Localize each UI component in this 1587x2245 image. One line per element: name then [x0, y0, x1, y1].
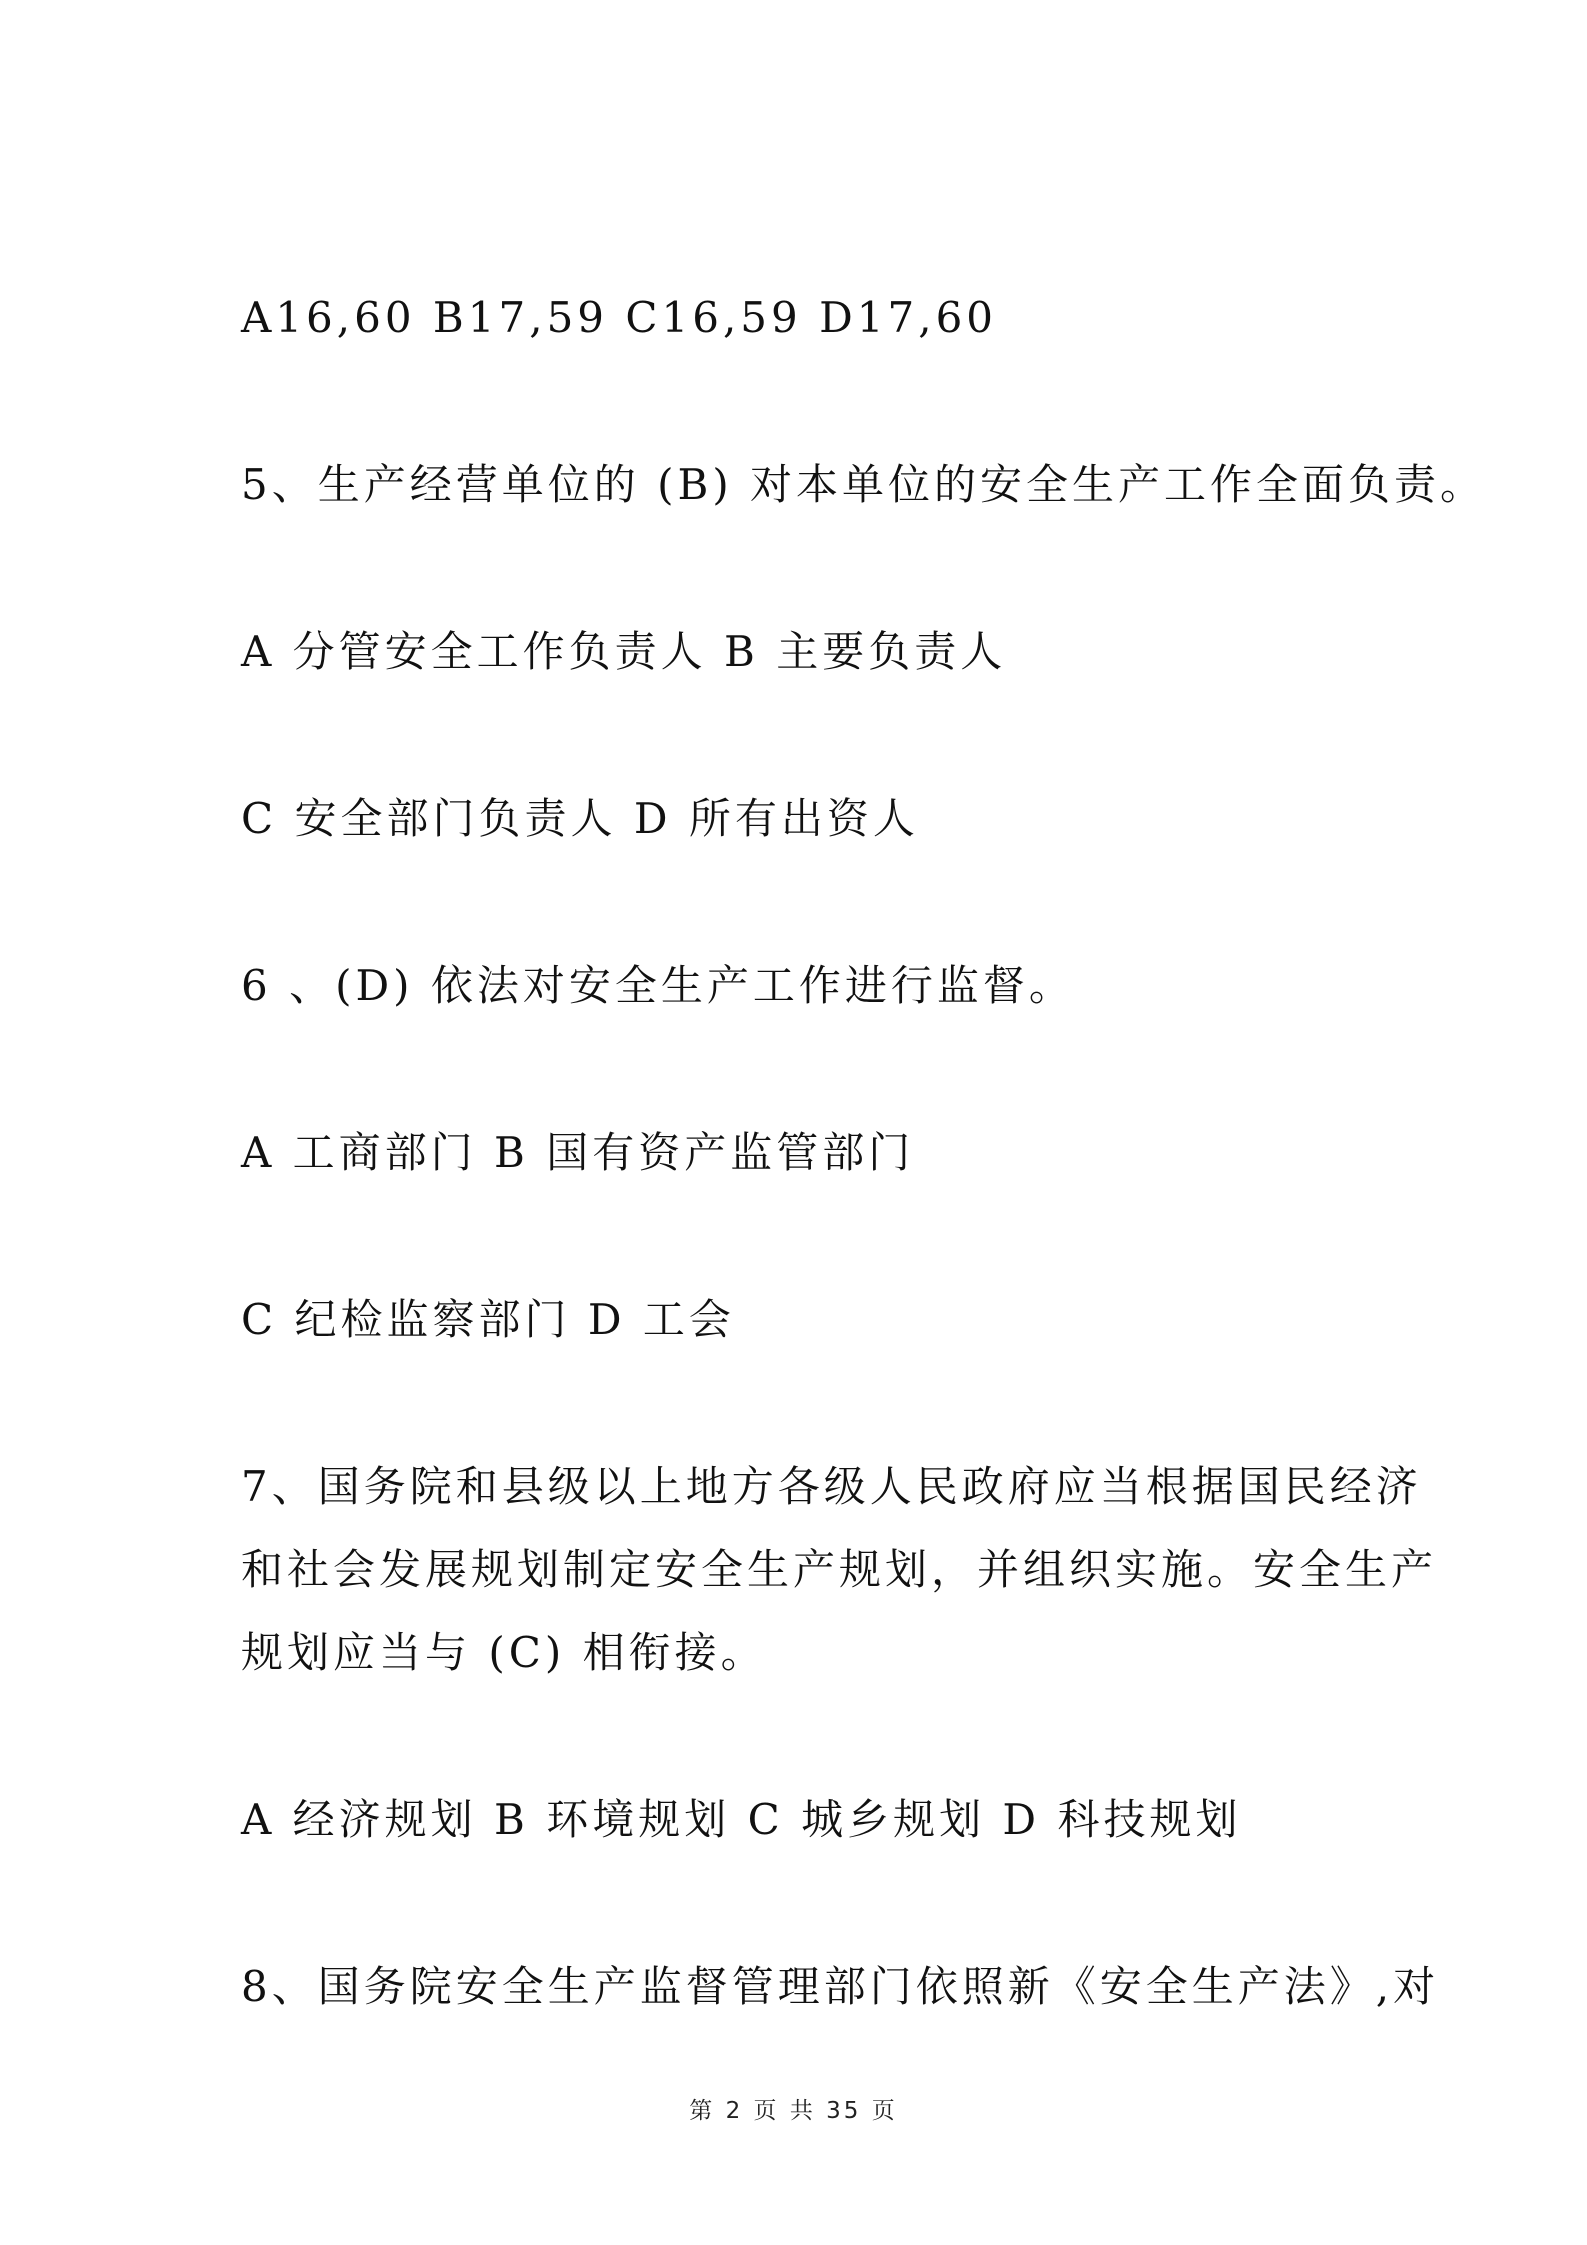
question-5: 5、生产经营单位的 (B) 对本单位的安全生产工作全面负责。 — [241, 460, 1487, 509]
question-7-line-1: 7、国务院和县级以上地方各级人民政府应当根据国民经济 — [241, 1462, 1422, 1511]
answer-options-q4: A16,60 B17,59 C16,59 D17,60 — [241, 293, 998, 342]
answer-options-q5-ab: A 分管安全工作负责人 B 主要负责人 — [241, 627, 1007, 676]
question-7-line-3: 规划应当与 (C) 相衔接。 — [241, 1628, 767, 1677]
answer-options-q6-cd: C 纪检监察部门 D 工会 — [241, 1295, 735, 1344]
page-footer: 第 2 页 共 35 页 — [689, 2098, 898, 2124]
question-7-line-2: 和社会发展规划制定安全生产规划，并组织实施。安全生产 — [241, 1545, 1438, 1594]
answer-options-q6-ab: A 工商部门 B 国有资产监管部门 — [241, 1128, 915, 1177]
question-6: 6 、(D) 依法对安全生产工作进行监督。 — [241, 961, 1075, 1010]
answer-options-q5-cd: C 安全部门负责人 D 所有出资人 — [241, 794, 919, 843]
answer-options-q7: A 经济规划 B 环境规划 C 城乡规划 D 科技规划 — [241, 1795, 1242, 1844]
question-8-line-1: 8、国务院安全生产监督管理部门依照新《安全生产法》,对 — [241, 1962, 1440, 2011]
